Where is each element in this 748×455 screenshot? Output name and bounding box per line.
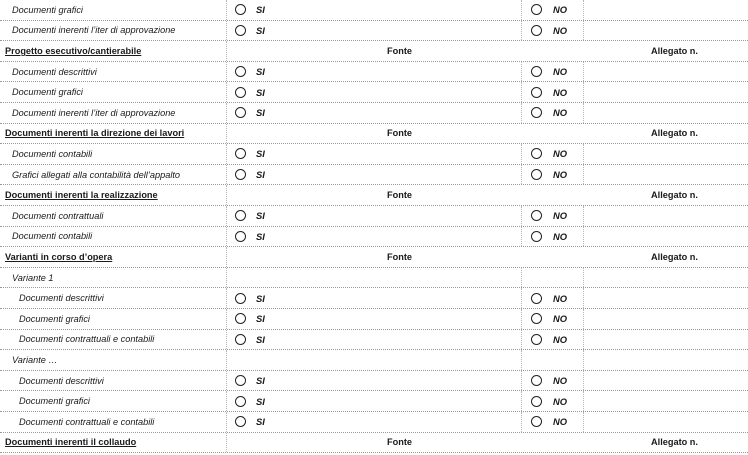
table-row xyxy=(0,391,748,412)
column-divider xyxy=(226,0,227,20)
column-divider xyxy=(226,206,227,226)
section-header-row xyxy=(0,247,748,268)
option-label-si: SI xyxy=(256,292,265,304)
column-header-allegato: Allegato n. xyxy=(651,190,698,201)
column-divider xyxy=(226,247,227,267)
column-divider xyxy=(226,309,227,329)
radio-si[interactable] xyxy=(235,87,246,98)
radio-si[interactable] xyxy=(235,107,246,118)
column-divider xyxy=(521,0,522,20)
column-divider xyxy=(226,433,227,453)
radio-si[interactable] xyxy=(235,313,246,324)
row-label: Documenti contabili xyxy=(12,148,93,159)
column-divider xyxy=(583,144,584,164)
section-title: Varianti in corso d’opera xyxy=(5,251,113,262)
radio-no[interactable] xyxy=(531,334,542,345)
radio-no[interactable] xyxy=(531,416,542,427)
option-label-si: SI xyxy=(256,4,265,16)
option-label-si: SI xyxy=(256,148,265,160)
column-divider xyxy=(226,21,227,41)
column-divider xyxy=(226,391,227,411)
row-label: Documenti grafici xyxy=(19,313,90,324)
radio-no[interactable] xyxy=(531,375,542,386)
option-label-no: NO xyxy=(553,86,568,98)
table-row xyxy=(0,62,748,83)
option-label-no: NO xyxy=(553,313,568,325)
column-divider xyxy=(226,371,227,391)
radio-no[interactable] xyxy=(531,210,542,221)
table-row xyxy=(0,288,748,309)
option-label-no: NO xyxy=(553,395,568,407)
section-title: Documenti inerenti il collaudo xyxy=(5,437,137,448)
column-divider xyxy=(583,288,584,308)
option-label-no: NO xyxy=(553,292,568,304)
column-divider xyxy=(226,288,227,308)
column-divider xyxy=(226,330,227,350)
option-label-no: NO xyxy=(553,375,568,387)
column-divider xyxy=(521,82,522,102)
column-divider xyxy=(583,350,584,370)
row-label: Documenti inerenti l’iter di approvazione xyxy=(12,107,176,118)
row-label: Grafici allegati alla contabilità dell’appalto xyxy=(12,169,181,180)
radio-no[interactable] xyxy=(531,148,542,159)
radio-si[interactable] xyxy=(235,25,246,36)
column-divider xyxy=(521,412,522,432)
column-divider xyxy=(521,227,522,247)
radio-si[interactable] xyxy=(235,396,246,407)
row-label: Documenti grafici xyxy=(12,4,83,15)
table-row xyxy=(0,21,748,42)
option-label-no: NO xyxy=(553,24,568,36)
column-divider xyxy=(226,412,227,432)
row-label: Variante … xyxy=(12,354,58,365)
option-label-si: SI xyxy=(256,230,265,242)
radio-no[interactable] xyxy=(531,313,542,324)
option-label-si: SI xyxy=(256,210,265,222)
table-row xyxy=(0,165,748,186)
section-title: Documenti inerenti la direzione dei lavori xyxy=(5,128,185,139)
option-label-si: SI xyxy=(256,416,265,428)
section-header-row xyxy=(0,41,748,62)
row-label: Documenti grafici xyxy=(19,396,90,407)
option-label-no: NO xyxy=(553,66,568,78)
column-header-fonte: Fonte xyxy=(387,45,413,56)
column-divider xyxy=(226,227,227,247)
column-divider xyxy=(226,41,227,61)
option-label-si: SI xyxy=(256,375,265,387)
column-header-allegato: Allegato n. xyxy=(651,251,698,262)
row-label: Variante 1 xyxy=(12,272,54,283)
column-header-fonte: Fonte xyxy=(387,251,413,262)
option-label-si: SI xyxy=(256,86,265,98)
column-divider xyxy=(226,165,227,185)
table-row xyxy=(0,330,748,351)
row-label: Documenti inerenti l’iter di approvazione xyxy=(12,25,176,36)
row-label: Documenti contrattuali e contabili xyxy=(19,334,155,345)
section-header-row xyxy=(0,124,748,145)
column-divider xyxy=(583,227,584,247)
radio-si[interactable] xyxy=(235,334,246,345)
column-divider xyxy=(521,21,522,41)
option-label-no: NO xyxy=(553,4,568,16)
radio-si[interactable] xyxy=(235,66,246,77)
column-divider xyxy=(521,62,522,82)
column-divider xyxy=(583,268,584,288)
column-divider xyxy=(583,62,584,82)
option-label-no: NO xyxy=(553,210,568,222)
column-divider xyxy=(521,144,522,164)
table-row xyxy=(0,144,748,165)
option-label-si: SI xyxy=(256,313,265,325)
radio-si[interactable] xyxy=(235,169,246,180)
option-label-si: SI xyxy=(256,107,265,119)
radio-si[interactable] xyxy=(235,148,246,159)
table-row xyxy=(0,350,748,371)
section-title: Documenti inerenti la realizzazione xyxy=(5,190,158,201)
table-row xyxy=(0,412,748,433)
column-divider xyxy=(521,391,522,411)
radio-si[interactable] xyxy=(235,210,246,221)
column-divider xyxy=(521,371,522,391)
column-divider xyxy=(583,391,584,411)
column-divider xyxy=(521,330,522,350)
table-row xyxy=(0,206,748,227)
column-divider xyxy=(226,185,227,205)
column-header-allegato: Allegato n. xyxy=(651,45,698,56)
radio-no[interactable] xyxy=(531,396,542,407)
table-row xyxy=(0,309,748,330)
option-label-no: NO xyxy=(553,107,568,119)
radio-no[interactable] xyxy=(531,293,542,304)
column-divider xyxy=(226,350,227,370)
column-divider xyxy=(583,165,584,185)
column-header-fonte: Fonte xyxy=(387,190,413,201)
column-divider xyxy=(521,165,522,185)
radio-no[interactable] xyxy=(531,231,542,242)
column-divider xyxy=(226,124,227,144)
column-divider xyxy=(226,268,227,288)
column-divider xyxy=(226,62,227,82)
section-header-row xyxy=(0,185,748,206)
row-label: Documenti descrittivi xyxy=(19,293,104,304)
radio-no[interactable] xyxy=(531,107,542,118)
row-label: Documenti descrittivi xyxy=(19,375,104,386)
column-divider xyxy=(521,268,522,288)
column-divider xyxy=(583,82,584,102)
option-label-si: SI xyxy=(256,66,265,78)
radio-no[interactable] xyxy=(531,25,542,36)
radio-no[interactable] xyxy=(531,66,542,77)
table-row xyxy=(0,82,748,103)
column-divider xyxy=(583,309,584,329)
column-divider xyxy=(226,144,227,164)
column-divider xyxy=(583,103,584,123)
option-label-si: SI xyxy=(256,333,265,345)
radio-si[interactable] xyxy=(235,293,246,304)
column-divider xyxy=(521,206,522,226)
option-label-si: SI xyxy=(256,395,265,407)
column-divider xyxy=(583,206,584,226)
column-divider xyxy=(583,21,584,41)
option-label-no: NO xyxy=(553,416,568,428)
radio-si[interactable] xyxy=(235,231,246,242)
radio-si[interactable] xyxy=(235,375,246,386)
column-divider xyxy=(521,309,522,329)
column-header-allegato: Allegato n. xyxy=(651,437,698,448)
option-label-no: NO xyxy=(553,333,568,345)
column-divider xyxy=(583,330,584,350)
option-label-si: SI xyxy=(256,24,265,36)
row-label: Documenti contrattuali xyxy=(12,210,104,221)
table-row xyxy=(0,227,748,248)
row-label: Documenti grafici xyxy=(12,87,83,98)
row-label: Documenti contrattuali e contabili xyxy=(19,416,155,427)
column-divider xyxy=(583,371,584,391)
radio-si[interactable] xyxy=(235,4,246,15)
radio-no[interactable] xyxy=(531,4,542,15)
column-divider xyxy=(521,103,522,123)
column-divider xyxy=(583,0,584,20)
column-header-fonte: Fonte xyxy=(387,128,413,139)
column-divider xyxy=(226,103,227,123)
column-divider xyxy=(583,412,584,432)
column-divider xyxy=(226,82,227,102)
option-label-no: NO xyxy=(553,169,568,181)
option-label-no: NO xyxy=(553,148,568,160)
table-row xyxy=(0,103,748,124)
row-label: Documenti contabili xyxy=(12,231,93,242)
column-divider xyxy=(521,288,522,308)
column-divider xyxy=(521,350,522,370)
radio-si[interactable] xyxy=(235,416,246,427)
section-title: Progetto esecutivo/cantierabile xyxy=(5,45,142,56)
radio-no[interactable] xyxy=(531,87,542,98)
table-row xyxy=(0,268,748,289)
row-label: Documenti descrittivi xyxy=(12,66,97,77)
radio-no[interactable] xyxy=(531,169,542,180)
section-header-row xyxy=(0,433,748,454)
table-row xyxy=(0,371,748,392)
option-label-si: SI xyxy=(256,169,265,181)
column-header-allegato: Allegato n. xyxy=(651,128,698,139)
table-row xyxy=(0,0,748,21)
option-label-no: NO xyxy=(553,230,568,242)
column-header-fonte: Fonte xyxy=(387,437,413,448)
